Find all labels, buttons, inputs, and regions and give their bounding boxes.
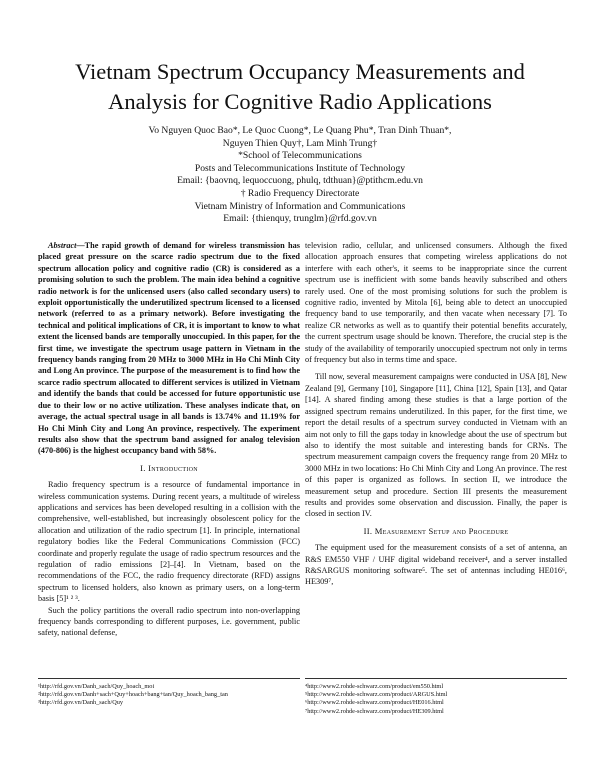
footnote: ³http://rfd.gov.vn/Danh_sach/Quy xyxy=(38,699,124,707)
affiliation-2-email: Email: {thienquy, trunglm}@rfd.gov.vn xyxy=(223,213,377,225)
abstract xyxy=(38,240,300,457)
abstract-label: Abstract xyxy=(48,241,77,250)
affiliation-1-institution: Posts and Telecommunications Institute of Technology xyxy=(194,162,406,174)
footnote: ⁴http://www2.rohde-schwarz.com/product/em550.html xyxy=(305,683,444,690)
footnote: ⁷http://www2.rohde-schwarz.com/product/HE309.html xyxy=(305,707,444,715)
affiliation-2: † Radio Frequency Directorate xyxy=(240,187,360,199)
title-line-2: Analysis for Cognitive Radio Applications xyxy=(108,89,492,114)
right-column xyxy=(305,240,567,588)
author-names-line-1: Vo Nguyen Quoc Bao*, Le Quoc Cuong*, Le Quang Phu*, Tran Dinh Thuan*, xyxy=(148,125,452,136)
affiliation-1-email: Email: {baovnq, lequoccuong, phulq, tdthuan}@ptithcm.edu.vn xyxy=(177,175,423,187)
footnote: ²http://rfd.gov.vn/Danh+sach+Quy+hoach+bang+tan/Quy_hoach_bang_tan xyxy=(38,691,228,699)
intro-paragraph-1: Radio frequency spectrum is a resource of fundamental importance in wireless communication systems. During recent years, a multitude of wireless applications and services has been developed resulting in a collision with the comprehensive, well-established, but increasingly obsolescent policy for the allocation and utilization of the radio spectrum [1]. In principle, international regulatory bodies like the Federal Communications Commission (FCC) coordinate and properly regulate the usage of radio spectrum resources and the regulation of radio emissions [2]–[4]. In Vietnam, based on the recommendations of the FCC, the radio frequency directorate (RFD) assigns spectrum to licensed holders, also known as primary users, on a long-term basis [5]¹ ² ³. xyxy=(38,480,300,604)
affiliation-2-institution: Vietnam Ministry of Information and Communications xyxy=(194,200,406,212)
author-names-line-2: Nguyen Thien Quy†, Lam Minh Trung† xyxy=(222,137,378,149)
intro-paragraph-3: television radio, cellular, and unlicensed consumers. Although the fixed allocation approach ensures that competing wireless applications do not interfere with each other's, it seems to be inappropriate since the current spectrum use is inefficient with some bands heavily subscribed and others rarely used. One of the most promising solutions for such the problem is cognitive radio, invented by Mitola [6], being able to detect an unoccupied frequency band to use temporarily, and then vacate when necessary [7]. To realize CR networks as well as to quantify their potential benefits accurately, the current spectrum usage should be known. Therefore, the crucial step is the study of the availability of temporarily unoccupied spectrum not only in terms of frequency but also in terms time and space. xyxy=(305,241,567,365)
section-heading-introduction: I. Introduction xyxy=(140,462,198,473)
intro-paragraph-2: Such the policy partitions the overall radio spectrum into non-overlapping frequency bands corresponding to different purposes, i.e. government, public safety, national defense, xyxy=(38,605,300,638)
footnote: ⁵http://www2.rohde-schwarz.com/product/ARGUS.html xyxy=(305,691,448,699)
left-column xyxy=(38,240,300,639)
section-heading-measurement-setup: II. Measurement Setup and Procedure xyxy=(363,525,509,536)
paper-title xyxy=(40,57,560,117)
title-line-1: Vietnam Spectrum Occupancy Measurements and xyxy=(75,59,525,84)
footnotes-right xyxy=(305,678,567,716)
footnotes-left xyxy=(38,678,300,708)
affiliation-1: *School of Telecommunications xyxy=(238,150,362,162)
footnote: ¹http://rfd.gov.vn/Danh_sach/Quy_hoach_moi xyxy=(38,683,155,690)
author-block xyxy=(40,125,560,226)
footnote: ⁶http://www2.rohde-schwarz.com/product/HE016.html xyxy=(305,699,444,707)
abstract-text: —The rapid growth of demand for wireless transmission has placed great pressure on the scarce radio spectrum due to the fixed spectrum allocation policy and cognitive radio (CR) is considered as a promising solution to such the problem. The main idea behind a cognitive radio network is for the unlicensed users (also called secondary users) to exploit opportunistically the underutilized spectrum licensed to a licensed network (referred to as a primary network). Before investigating the technical and political implications of CR, it is important to know to what extent the licensed bands are temporally unoccupied. In this paper, for the first time, we investigate the spectrum usage pattern in Vietnam in the frequency bands ranging from 20 MHz to 3000 MHz in Ho Chi Minh City and Long An province. The purpose of the measurement is to find how the scarce radio spectrum allocated to different services is utilized in Vietnam and identify the bands that could be accessed for future opportunistic use due to their low or no active utilization. These analyses indicate that, on average, the actual spectral usage in all bands is 13.74% and 11.19% for Ho Chi Minh City and Long An province, respectively. The experiment results also show that the spectrum band assigned for analog television (470-806) is the highest occupancy band with 58%. xyxy=(38,241,300,456)
setup-paragraph-1: The equipment used for the measurement consists of a set of antenna, an R&S EM550 VHF / UHF digital wideband receiver⁴, and a server installed R&SARGUS monitoring software⁵. The set of antennas including HE016⁶, HE309⁷, xyxy=(305,543,567,587)
intro-paragraph-4: Till now, several measurement campaigns were conducted in USA [8], New Zealand [9], Germany [10], Singapore [11], China [12], Spain [13], and Qatar [14]. A shared finding among these studies is that a large portion of the assigned spectrum remains underutilized. In this paper, for the first time, we report the detail results of a spectrum survey conducted in Vietnam with an aim not only to fill the gaps today in knowledge about the use of spectrum but also to identify the most suitable and interesting bands for CRNs. The spectrum measurement campaign covers the frequency range from 20 MHz to 3000 MHz in two locations: Ho Chi Minh City and Long An province. The rest of this paper is organized as follows. In section II, we introduce the measurement setup and procedure. Section III presents the measurement results and provides some observation and discussion. Finally, the paper is closed in section IV. xyxy=(305,372,567,519)
